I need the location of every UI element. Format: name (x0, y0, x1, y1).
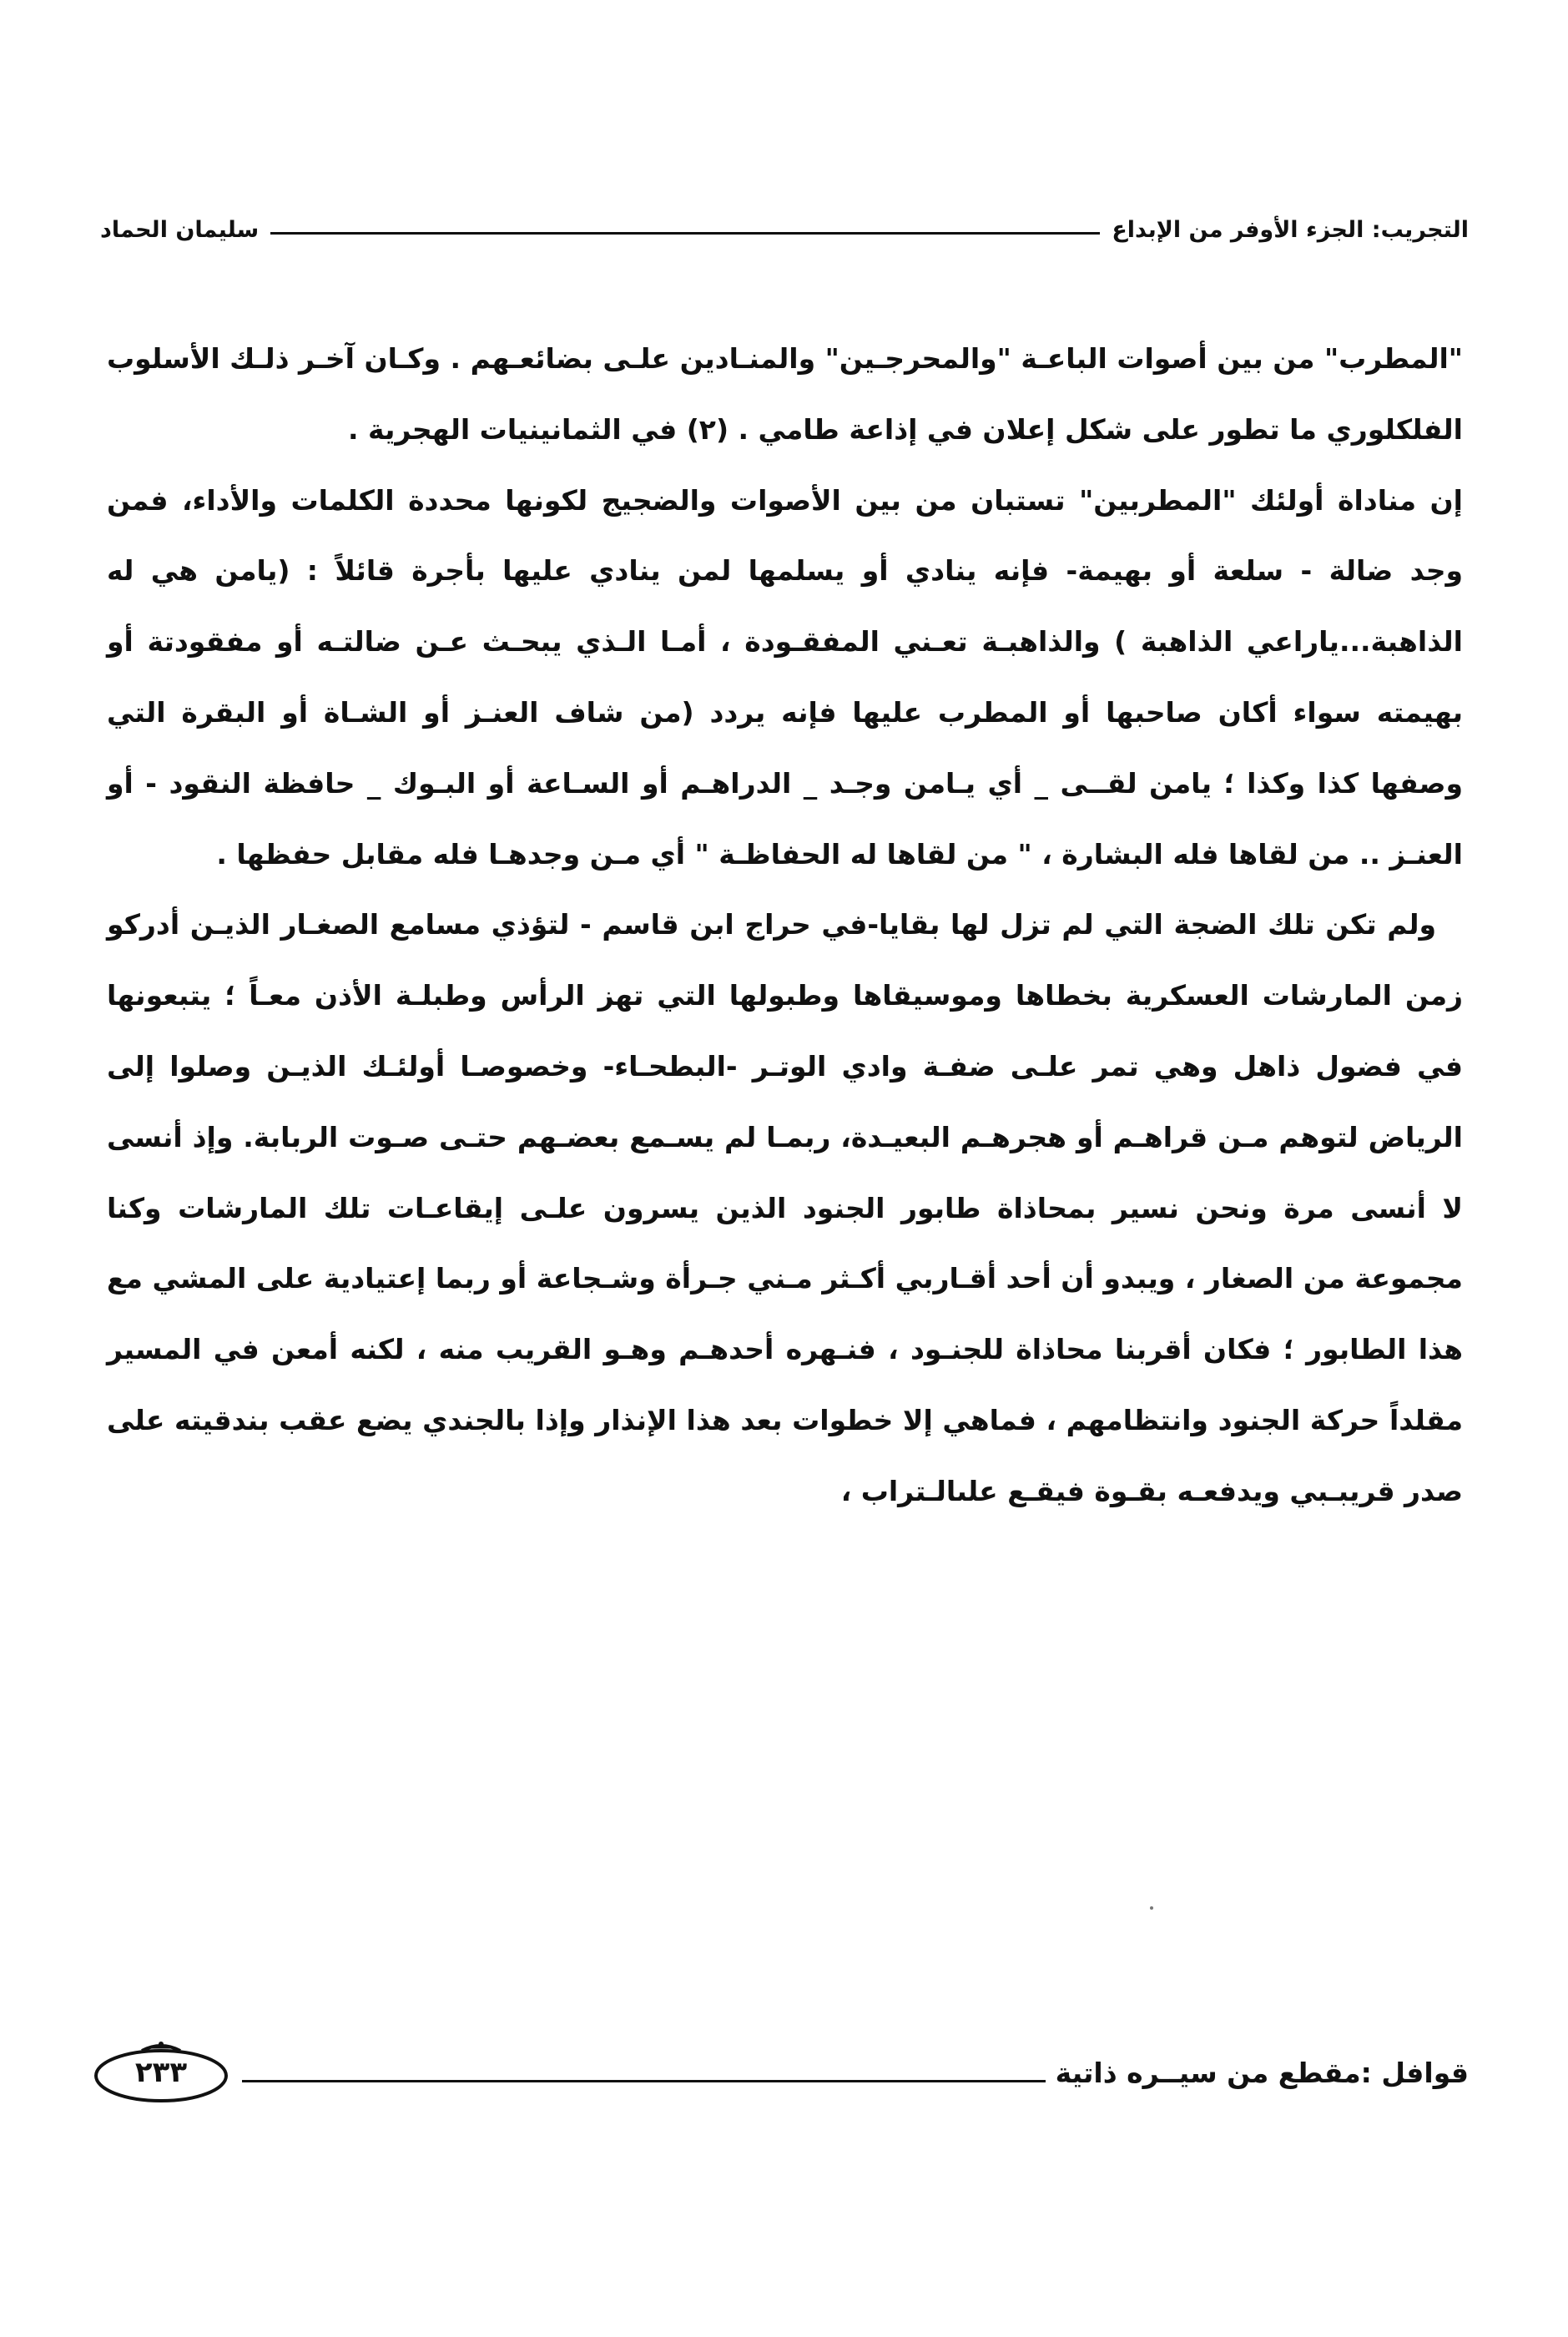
scan-speck (1150, 1906, 1153, 1910)
running-footer (90, 2035, 1469, 2110)
running-header (100, 200, 1469, 259)
footer-section-title: قوافل :مقطع من سيــره ذاتية (1055, 2056, 1469, 2089)
header-author: سليمان الحماد (100, 216, 260, 243)
header-book-title: التجريب: الجزء الأوفر من الإبداع (1112, 216, 1469, 243)
footer-rule (242, 2080, 1046, 2082)
paragraph-1: "المطرب" من بين أصوات الباعـة "والمحرجـين" والمنـادين علـى بضائعـهم . وكـان آخـر ذلـك الأسلوب الفلكلوري ما تطور على شكل إعلان في إذاعة طامي . (٢) في الثمانينيات الهجرية . (107, 342, 1463, 446)
page-number: ٢٣٣ (134, 2056, 188, 2089)
paragraph-3: ولم تكن تلك الضجة التي لم تزل لها بقايا-في حراج ابن قاسم - لتؤذي مسامع الصغـار الذيـن أدركو زمن المارشات العسكرية بخطاها وموسيقاها وطبولها التي تهز الرأس وطبلـة الأذن معـاً ؛ يتبعونها في فضول ذاهل وهي تمر علـى ضفـة وادي الوتـر -البطحـاء- وخصوصـا أولئـك الذيـن وصلوا إلى الرياض لتوهم مـن قراهـم أو هجرهـم البعيـدة، ربمـا لم يسـمع بعضـهم حتـى صـوت الربابة. وإذ أنسى لا أنسى مرة ونحن نسير بمحاذاة طابور الجنود الذين يسرون علـى إيقاعـات تلك المارشات وكنا مجموعة من الصغار ، ويبدو أن أحد أقـاربي أكـثر مـني جـرأة وشـجاعة أو ربما إعتيادية على المشي مع هذا الطابور ؛ فكان أقربنا محاذاة للجنـود ، فنـهره أحدهـم وهـو القريب منه ، لكنه أمعن في المسير مقلداً حركة الجنود وانتظامهم ، فماهي إلا خطوات بعد هذا الإنذار وإذا بالجندي يضع عقب بندقيته على صدر قريبـبي ويدفعـه بقـوة فيقـع علىالـتراب ، (107, 908, 1463, 1507)
header-rule (270, 232, 1100, 235)
body-text (107, 324, 1463, 1527)
page-number-badge (90, 2037, 232, 2107)
paragraph-2: إن مناداة أولئك "المطربين" تستبان من بين الأصوات والضجيج لكونها محددة الكلمات والأداء، فمن وجد ضالة - سلعة أو بهيمة- فإنه ينادي أو يسلمها لمن ينادي عليها بأجرة قائلاً : (يامن هي له الذاهبة...ياراعي الذاهبة ) والذاهبـة تعـني المفقـودة ، أمـا الـذي يبحـث عـن ضالتـه أو مفقودتة أو بهيمته سواء أكان صاحبها أو المطرب عليها فإنه يردد (من شاف العنـز أو الشـاة أو البقرة التي وصفها كذا وكذا ؛ يامن لقــى _ أي يـامن وجـد _ الدراهـم أو السـاعة أو البـوك _ حافظة النقود - أو العنـز .. من لقاها فله البشارة ، " من لقاها له الحفاظـة " أي مـن وجدهـا فله مقابل حفظها . (107, 483, 1463, 871)
